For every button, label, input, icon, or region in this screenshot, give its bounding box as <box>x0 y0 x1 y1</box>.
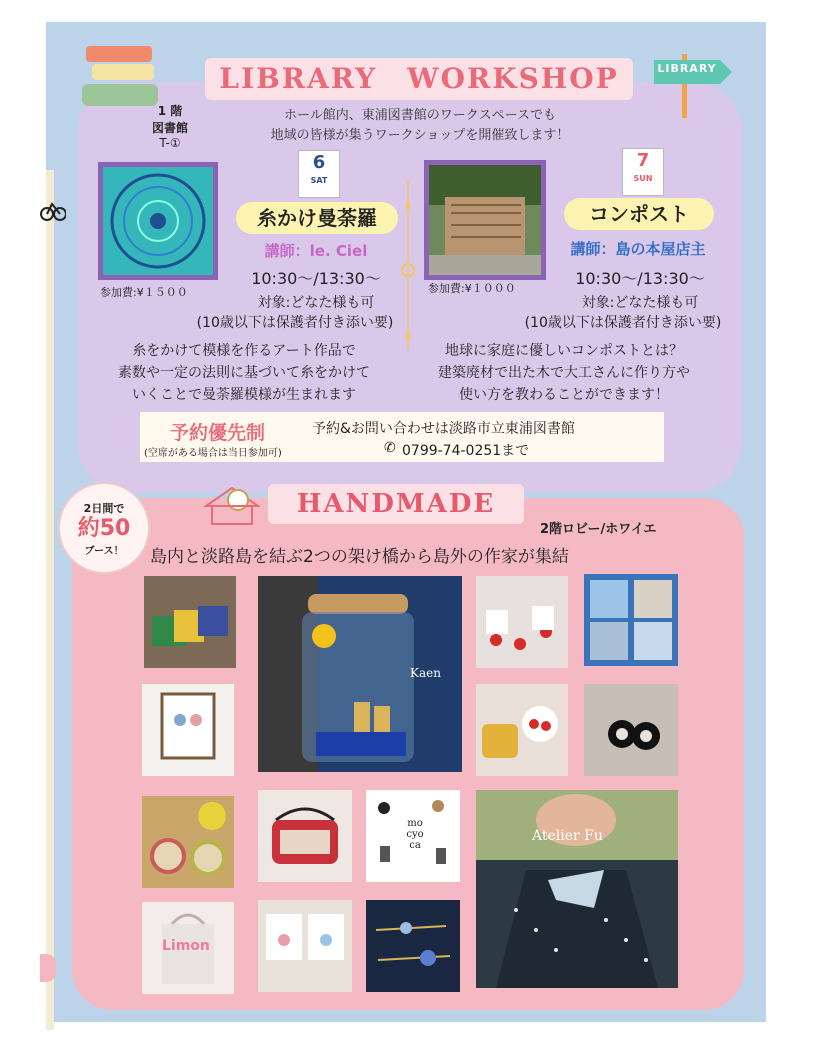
photo-earring-cards <box>476 576 568 668</box>
right-note: (10歳以下は保護者付き添い要) <box>524 315 722 331</box>
phone-icon: ✆ <box>384 440 396 456</box>
photo-coin-purses <box>476 684 568 776</box>
page-margin <box>0 0 46 1044</box>
photo-illustration-frame <box>142 684 234 776</box>
handmade-title: HANDMADE <box>296 489 496 519</box>
left-target: 対象:どなた様も可 <box>257 295 375 311</box>
right-date-day: SUN <box>633 174 653 183</box>
badge-line1: 2日間で <box>83 502 125 515</box>
photo-fluffy-accessories <box>584 684 678 776</box>
contact-text: 予約&お問い合わせは淡路市立東浦図書館 <box>312 421 575 437</box>
library-sign-label: LIBRARY <box>657 62 717 75</box>
photo-fabric-pouch <box>258 790 352 882</box>
booth-count-badge <box>58 482 150 574</box>
reservation-sub: (空席がある場合は当日参加可) <box>144 448 282 459</box>
mandala-photo <box>98 162 218 280</box>
left-teacher: 講師：le. Ciel <box>264 242 368 260</box>
floor-line2: 図書館 <box>151 121 188 135</box>
right-date-tag <box>622 148 664 196</box>
house-icon <box>202 484 260 526</box>
right-teacher: 講師：島の本屋店主 <box>570 240 706 258</box>
left-desc-line1: 糸をかけて模様を作るアート作品で <box>132 343 356 359</box>
right-date-num: 7 <box>636 150 650 171</box>
floor-line1: 1 階 <box>157 104 183 118</box>
right-time: 10:30～/13:30～ <box>575 269 705 288</box>
intro-line2: 地域の皆様が集うワークショップを開催致します！ <box>270 128 570 143</box>
floor-line3: T-① <box>159 136 181 150</box>
left-time: 10:30～/13:30～ <box>251 269 381 288</box>
bicycle-icon <box>40 196 66 222</box>
floor-label <box>140 102 200 150</box>
right-target: 対象:どなた様も可 <box>581 295 699 311</box>
left-date-num: 6 <box>312 152 326 173</box>
workshop-title: LIBRARY WORKSHOP <box>219 62 619 95</box>
photo-atelier-fu-blouse <box>476 790 678 988</box>
atelier-fu-label: Atelier Fu <box>532 828 603 844</box>
handmade-floor: 2階ロビー/ホワイエ <box>540 522 657 537</box>
left-date-day: SAT <box>310 176 328 185</box>
right-description <box>404 340 724 406</box>
left-note: (10歳以下は保護者付き添い要) <box>196 315 394 331</box>
intro-line1: ホール館内、東浦図書館のワークスペースでも <box>284 108 556 123</box>
left-edge-marker <box>40 954 56 982</box>
phone-number: 0799-74-0251まで <box>402 443 530 459</box>
photo-hairpins <box>366 900 460 992</box>
badge-line3: ブース！ <box>84 546 124 557</box>
badge-line2: 約50 <box>77 516 131 541</box>
right-desc-line1: 地球に家庭に優しいコンポストとは？ <box>445 343 683 359</box>
right-fee: 参加費:¥１０００ <box>428 282 516 295</box>
photo-dog-collage <box>584 574 678 666</box>
left-workshop-name: 糸かけ曼荼羅 <box>236 202 398 234</box>
left-desc-line2: 素数や一定の法則に基づいて糸をかけて <box>118 365 370 381</box>
divider-ornament <box>396 180 420 350</box>
workshop-intro <box>230 106 610 146</box>
left-desc-line3: いくことで曼荼羅模様が生まれます <box>132 387 356 403</box>
reservation-label: 予約優先制 <box>170 422 266 444</box>
left-date-tag <box>298 150 340 198</box>
photo-flower-wreaths <box>142 796 234 888</box>
right-desc-line3: 使い方を教わることができます！ <box>459 387 669 403</box>
compost-photo <box>424 160 546 280</box>
limon-label: Limon <box>162 938 210 954</box>
left-fee: 参加費:¥１５００ <box>100 286 188 299</box>
mocyoca-label: mo cyo ca <box>406 818 424 851</box>
right-workshop-name: コンポスト <box>564 198 714 230</box>
right-desc-line2: 建築廃材で出た木で大工さんに作り方や <box>438 365 690 381</box>
handmade-subtitle: 島内と淡路島を結ぶ2つの架け橋から島外の作家が集結 <box>150 547 569 567</box>
adjacent-page-edge <box>46 170 54 1030</box>
left-description <box>84 340 404 406</box>
photo-pouches <box>144 576 236 668</box>
photo-accessory-cards <box>258 900 352 992</box>
kaen-label: Kaen <box>410 666 441 680</box>
